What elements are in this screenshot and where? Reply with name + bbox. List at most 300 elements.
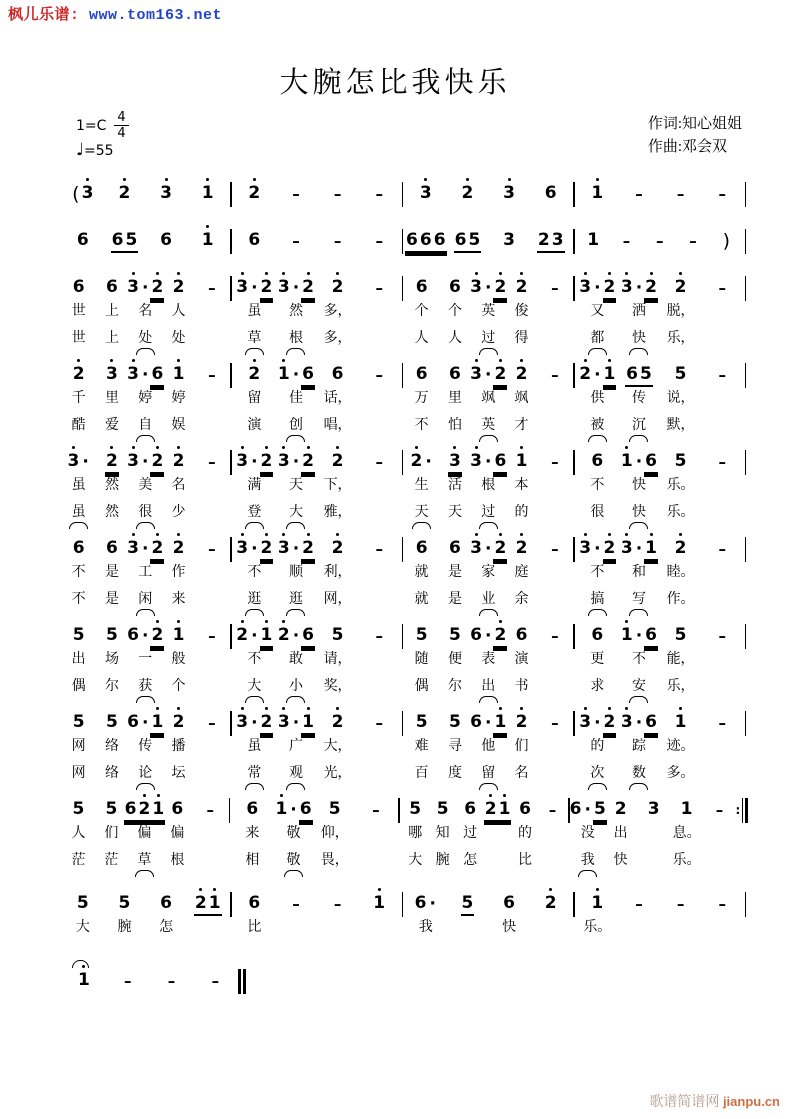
note-token xyxy=(718,185,726,203)
note xyxy=(172,447,186,477)
note-token xyxy=(405,231,447,251)
note xyxy=(718,889,726,919)
note-group xyxy=(484,800,512,820)
note xyxy=(415,273,429,303)
note-digit: 5 xyxy=(328,799,341,820)
note-cell xyxy=(234,226,276,256)
note-token xyxy=(372,894,386,914)
note-group xyxy=(415,626,429,646)
note-token xyxy=(551,366,559,384)
note xyxy=(623,226,631,256)
note xyxy=(718,621,726,651)
note-cell xyxy=(162,534,195,618)
sustain-dash: – xyxy=(551,279,559,297)
note-token xyxy=(235,626,273,646)
note-digit: 2 xyxy=(331,538,344,559)
note-cell xyxy=(405,534,438,618)
sustain-dash: – xyxy=(548,801,557,819)
note-group xyxy=(260,713,274,733)
note-group xyxy=(448,626,462,646)
lyric-verse1: 然 xyxy=(104,478,119,493)
note-token xyxy=(620,278,658,298)
note-token xyxy=(105,713,119,733)
note-digit: 3 xyxy=(277,277,290,298)
note-group xyxy=(537,231,565,251)
note-token xyxy=(334,895,342,913)
note-cell xyxy=(187,226,229,256)
note-group xyxy=(515,452,529,472)
note-digit: 2 xyxy=(248,183,261,204)
note-digit: 6 xyxy=(302,364,315,385)
note-digit: 2 xyxy=(72,364,85,385)
note-token xyxy=(515,539,529,559)
note-token xyxy=(105,278,119,298)
note-digit: 1 xyxy=(201,183,214,204)
note xyxy=(620,447,658,477)
note-group xyxy=(111,231,139,251)
note xyxy=(549,795,557,825)
note-group xyxy=(603,278,617,298)
barline xyxy=(743,621,748,649)
note-token xyxy=(76,231,90,251)
measure xyxy=(234,621,401,705)
note-token xyxy=(247,365,261,385)
note-group xyxy=(150,539,164,559)
lyric-verse1: 我 xyxy=(418,920,433,935)
lyric-verse2: 留 xyxy=(479,765,498,792)
note-cell xyxy=(317,447,359,531)
note-digit: 6 xyxy=(454,230,467,251)
note-token xyxy=(569,800,607,820)
note-digit: 6 xyxy=(415,277,428,298)
note-token xyxy=(408,800,422,820)
note-group xyxy=(620,278,634,298)
note-token xyxy=(614,800,628,820)
note-group xyxy=(105,626,119,646)
note-cell xyxy=(129,447,162,531)
lyric-verse1: 又 xyxy=(590,304,605,319)
note-token xyxy=(620,626,658,646)
lyric-verse1: 不 xyxy=(247,652,262,667)
note xyxy=(415,621,429,651)
measure xyxy=(405,889,572,946)
note xyxy=(586,226,600,256)
lyric-verse1: 顺 xyxy=(288,565,303,580)
note-group xyxy=(235,713,249,733)
note-token xyxy=(436,800,450,820)
note xyxy=(415,708,429,738)
note-digit: 3 xyxy=(620,712,633,733)
measure xyxy=(405,273,572,357)
note xyxy=(551,447,559,477)
note-digit: 5 xyxy=(72,799,85,820)
lyric-verse1: 个 xyxy=(447,304,462,319)
note-token xyxy=(372,801,380,819)
measure xyxy=(62,621,229,705)
note-group xyxy=(247,231,261,251)
note-cell xyxy=(660,360,702,444)
measure xyxy=(234,708,401,792)
meta-row xyxy=(0,111,790,169)
lyric-verse1: 快 xyxy=(502,920,517,935)
note-token xyxy=(212,972,220,990)
lyric-verse2: 怎 xyxy=(463,853,478,868)
note-cell xyxy=(161,795,194,879)
note-digit: 5 xyxy=(415,712,428,733)
measure xyxy=(62,226,229,256)
dot-rhythm: · xyxy=(485,538,492,559)
note-cell xyxy=(104,889,146,946)
parenthesis: ) xyxy=(722,230,731,252)
note-group xyxy=(625,365,653,385)
note xyxy=(126,447,164,477)
note-token xyxy=(334,185,342,203)
note-digit: 1 xyxy=(494,712,507,733)
note-group xyxy=(260,452,274,472)
note-cell xyxy=(62,447,95,531)
note-group xyxy=(247,365,261,385)
note-digit: 2 xyxy=(674,538,687,559)
note-group xyxy=(150,713,164,733)
note-token xyxy=(207,801,215,819)
note xyxy=(170,795,184,825)
note-cell xyxy=(703,795,736,879)
score-line xyxy=(62,795,748,879)
note-digit: 3 xyxy=(81,183,94,204)
note xyxy=(578,534,616,564)
note-token xyxy=(331,452,345,472)
note-cell xyxy=(618,179,660,209)
note-group xyxy=(301,626,315,646)
note-cell xyxy=(405,273,438,357)
note-cell xyxy=(317,534,359,618)
note-group xyxy=(436,800,450,820)
slur-arc xyxy=(136,783,155,790)
sustain-dash: – xyxy=(292,185,300,203)
sustain-dash: – xyxy=(689,232,697,250)
note xyxy=(274,795,312,825)
note-group xyxy=(105,713,119,733)
note-cell xyxy=(577,708,619,792)
lyric-verse1: 们 xyxy=(104,826,119,841)
note xyxy=(105,708,119,738)
sustain-dash: – xyxy=(333,895,342,913)
note-digit: 5 xyxy=(106,625,118,646)
note-group xyxy=(201,231,215,251)
note xyxy=(292,889,300,919)
note-cell xyxy=(195,534,228,618)
note-group xyxy=(408,800,422,820)
lyric-verse1: 的 xyxy=(590,739,605,754)
note-token xyxy=(590,626,604,646)
note-cell xyxy=(660,889,702,946)
lyric-verse1: 佳 xyxy=(288,391,303,406)
note-token xyxy=(66,452,90,472)
note-group xyxy=(414,894,428,914)
lyric-verse2: 逛 xyxy=(245,591,264,618)
sustain-dash: – xyxy=(551,366,559,384)
note-token xyxy=(415,713,429,733)
note-group xyxy=(372,894,386,914)
note-cell xyxy=(62,226,104,256)
note-token xyxy=(277,626,315,646)
note-digit: 6 xyxy=(449,277,461,298)
measure xyxy=(577,534,744,618)
sustain-dash: – xyxy=(375,279,383,297)
note-group xyxy=(674,278,688,298)
note-cell xyxy=(62,795,95,879)
note-cell xyxy=(577,273,619,357)
note xyxy=(247,360,261,390)
sustain-dash: – xyxy=(622,232,631,250)
note-token xyxy=(331,278,345,298)
lyric-verse2: 天 xyxy=(447,505,462,520)
note-group xyxy=(603,713,617,733)
note-token xyxy=(718,453,726,471)
note xyxy=(277,621,315,651)
parenthesis: ( xyxy=(72,183,80,205)
note-group xyxy=(172,365,186,385)
note-token xyxy=(469,365,507,385)
note xyxy=(277,708,315,738)
note-digit: 2 xyxy=(515,538,528,559)
lyric-verse2: 个 xyxy=(171,679,186,694)
note-digit: 5 xyxy=(449,712,461,733)
note xyxy=(334,179,342,209)
note-group xyxy=(620,626,634,646)
note xyxy=(118,889,132,919)
note-token xyxy=(537,231,565,251)
note-group xyxy=(515,713,529,733)
note-cell xyxy=(505,273,538,357)
note-cell xyxy=(484,795,511,879)
note-digit: 5 xyxy=(639,364,652,385)
note-group xyxy=(578,713,592,733)
measure xyxy=(62,447,229,531)
note-digit: 1 xyxy=(515,451,528,472)
lyric-verse1: 飒 xyxy=(481,391,496,406)
note xyxy=(635,179,643,209)
note xyxy=(590,889,604,919)
note-token xyxy=(620,539,658,559)
lyric-verse1: 虽 xyxy=(71,478,86,493)
note-digit: 2 xyxy=(494,364,507,385)
note-token xyxy=(375,185,383,203)
note xyxy=(292,226,300,256)
note-cell xyxy=(95,273,128,357)
lyric-verse2: 很 xyxy=(136,504,155,531)
slur-arc xyxy=(69,522,88,529)
note xyxy=(414,889,438,919)
note-cell xyxy=(358,179,400,209)
measure xyxy=(62,966,237,996)
note-group xyxy=(518,800,532,820)
note-cell xyxy=(195,447,228,531)
note-group xyxy=(515,278,529,298)
slur-arc xyxy=(245,609,264,616)
note-group xyxy=(277,278,291,298)
note-digit: 2 xyxy=(331,451,344,472)
score-line xyxy=(62,360,748,444)
note-digit: 1 xyxy=(172,625,185,646)
note-group xyxy=(201,184,215,204)
lyric-verse1: 乐。 xyxy=(666,478,695,493)
dot-rhythm: · xyxy=(594,364,601,385)
note-group xyxy=(502,184,516,204)
note-digit: 6 xyxy=(111,230,124,251)
note-digit: 3 xyxy=(419,183,432,204)
sustain-dash: – xyxy=(635,185,643,203)
note-token xyxy=(515,713,529,733)
note xyxy=(436,795,450,825)
note-digit: 2 xyxy=(331,712,344,733)
note-group xyxy=(172,626,186,646)
note-cell xyxy=(275,889,317,946)
note-group xyxy=(448,713,462,733)
note xyxy=(159,179,173,209)
note-cell xyxy=(124,795,165,879)
note-group xyxy=(331,452,345,472)
note-cell xyxy=(438,273,471,357)
note xyxy=(677,179,685,209)
slur-arc xyxy=(245,696,264,703)
note-token xyxy=(172,626,186,646)
lyric-verse1: 作 xyxy=(171,565,186,580)
note-cell xyxy=(577,534,619,618)
note-group xyxy=(644,278,658,298)
note-token xyxy=(722,230,731,252)
measure xyxy=(234,534,401,618)
note-group xyxy=(301,452,315,472)
note-token xyxy=(71,183,94,205)
note xyxy=(647,795,661,825)
measure xyxy=(577,179,744,209)
lyric-verse2: 处 xyxy=(171,331,186,346)
note-group xyxy=(172,713,186,733)
note-cell xyxy=(405,621,438,705)
repeat-dots: ∶ xyxy=(736,803,740,818)
note-token xyxy=(118,184,132,204)
note-group xyxy=(469,626,483,646)
credit-composer: 作曲:邓会双 xyxy=(647,139,727,155)
note xyxy=(448,621,462,651)
note xyxy=(247,179,261,209)
note-group xyxy=(277,713,291,733)
note-group xyxy=(331,365,345,385)
slur-arc xyxy=(479,609,498,616)
note-cell xyxy=(505,360,538,444)
slur-arc xyxy=(136,609,155,616)
note-token xyxy=(502,894,516,914)
note-cell xyxy=(660,708,702,792)
watermark-site-name: 歌谱简谱网 xyxy=(649,1095,720,1110)
dot-rhythm: · xyxy=(142,625,149,646)
note-group xyxy=(81,184,95,204)
note-cell xyxy=(571,795,604,879)
dot-rhythm: · xyxy=(594,277,601,298)
note-token xyxy=(502,184,516,204)
lyric-verse1: 虽 xyxy=(247,739,262,754)
score xyxy=(62,179,748,996)
sustain-dash: – xyxy=(551,714,559,732)
note xyxy=(76,889,90,919)
note-group xyxy=(544,184,558,204)
note-token xyxy=(544,184,558,204)
note-cell xyxy=(610,226,643,256)
note-digit: 1 xyxy=(77,970,90,991)
note-cell xyxy=(317,621,359,705)
slur-arc xyxy=(136,696,155,703)
note-group xyxy=(118,184,132,204)
lyric-verse2: 默， xyxy=(666,418,695,433)
note-group xyxy=(72,539,86,559)
note xyxy=(208,708,216,738)
sustain-dash: – xyxy=(123,972,132,990)
note-group xyxy=(126,365,140,385)
note-token xyxy=(331,713,345,733)
note-cell xyxy=(234,534,276,618)
note-group xyxy=(569,800,583,820)
note-cell xyxy=(701,179,743,209)
note-digit: 2 xyxy=(302,538,315,559)
slur-arc xyxy=(588,435,607,442)
sustain-dash: – xyxy=(375,627,383,645)
note-digit: 3 xyxy=(503,230,515,251)
lyric-verse1: 出 xyxy=(71,652,86,667)
note-cell xyxy=(275,534,317,618)
note-group xyxy=(493,365,507,385)
note xyxy=(544,889,558,919)
note-token xyxy=(105,800,119,820)
note xyxy=(469,534,507,564)
note-group xyxy=(301,713,315,733)
note-digit: 2 xyxy=(537,230,550,251)
note-token xyxy=(375,627,383,645)
dot-rhythm: · xyxy=(635,277,643,298)
note-digit: 2 xyxy=(248,364,261,385)
watermark xyxy=(649,1091,780,1111)
note-group xyxy=(247,894,261,914)
lyric-verse2: 酷 xyxy=(71,418,86,433)
note-digit: 3 xyxy=(160,183,172,204)
note xyxy=(677,889,685,919)
note xyxy=(208,534,216,564)
note xyxy=(375,621,383,651)
note-digit: 2 xyxy=(515,712,528,733)
note-token xyxy=(463,800,477,820)
note-token xyxy=(469,452,507,472)
slur-arc xyxy=(479,696,498,703)
note-digit: 3 xyxy=(236,451,249,472)
note-group xyxy=(245,800,259,820)
note-cell xyxy=(195,273,228,357)
note xyxy=(194,889,222,919)
note xyxy=(207,795,215,825)
note-group xyxy=(72,365,86,385)
note-cell xyxy=(234,360,276,444)
lyric-verse1: 不 xyxy=(590,478,605,493)
note-token xyxy=(448,278,462,298)
lyric-verse1: 虽 xyxy=(247,304,262,319)
lyric-verse2: 来 xyxy=(171,592,186,607)
note-token xyxy=(111,231,139,251)
note xyxy=(235,621,273,651)
note-token xyxy=(277,278,315,298)
note-digit: 6 xyxy=(127,712,140,733)
note-cell xyxy=(447,889,489,946)
note xyxy=(292,179,300,209)
measure xyxy=(577,621,744,705)
